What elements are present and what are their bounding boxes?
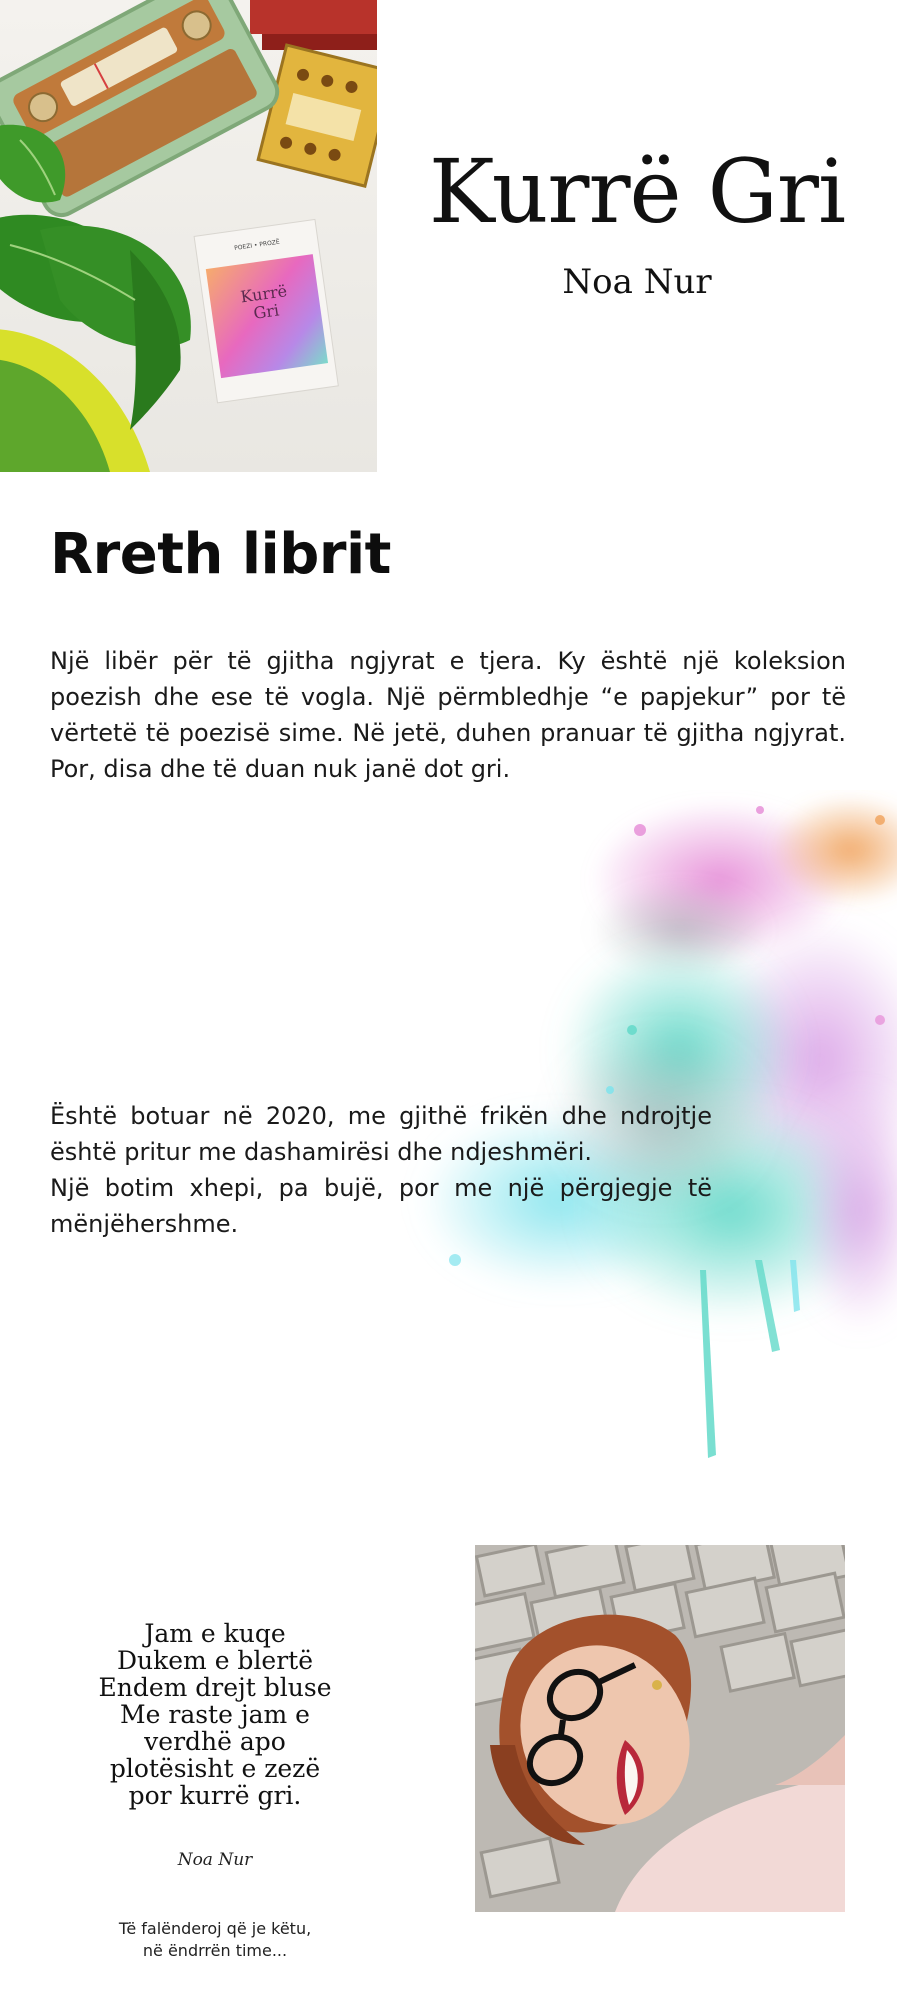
poem-line: verdhë apo — [144, 1727, 286, 1756]
about-heading: Rreth librit — [50, 522, 391, 587]
cover-author: Noa Nur — [562, 262, 712, 302]
poem-line: Dukem e blertë — [116, 1646, 314, 1675]
publication-paragraph-2: Një botim xhepi, pa bujë, por me një përgjegje të mënjëhershme. — [50, 1174, 712, 1238]
poem-line: plotësisht e zezë — [109, 1754, 321, 1783]
svg-text:POEZI • PROZË: POEZI • PROZË — [233, 238, 281, 252]
about-text: Një libër për të gjitha ngjyrat e tjera. Ky është një koleksion poezish dhe ese të vogla. Një përmbledhje “e papjekur” por të vërtetë të poezisë sime. Në jetë, duhen pranuar të gjitha ngjyrat. Por, disa dhe të duan nuk janë dot gri. — [50, 647, 846, 783]
poem-signature: Noa Nur — [177, 1850, 253, 1870]
publication-text — [50, 1098, 712, 1242]
author-photo — [475, 1545, 845, 1912]
thanks-line-1: Të falënderoj që je këtu, — [118, 1919, 312, 1938]
svg-text:Gri: Gri — [252, 300, 281, 323]
poem-line: Endem drejt bluse — [98, 1673, 332, 1702]
thanks-line-2: në ëndrrën time... — [142, 1941, 288, 1960]
red-book-stack — [250, 0, 377, 34]
cover-title: Kurrë Gri — [428, 140, 846, 243]
poem-line: Me raste jam e — [120, 1700, 310, 1729]
hero-photo — [0, 0, 377, 472]
poem-line: por kurrë gri. — [128, 1781, 302, 1810]
poem-line: Jam e kuqe — [144, 1619, 286, 1648]
book-kurre-gri — [194, 219, 338, 402]
thanks-note — [60, 1918, 370, 1962]
svg-text:Kurrë: Kurrë — [239, 281, 289, 307]
publication-paragraph-1: Është botuar në 2020, me gjithë frikën dhe ndrojtje është pritur me dashamirësi dhe ndjeshmëri. — [50, 1102, 712, 1166]
poem — [80, 1620, 350, 1809]
